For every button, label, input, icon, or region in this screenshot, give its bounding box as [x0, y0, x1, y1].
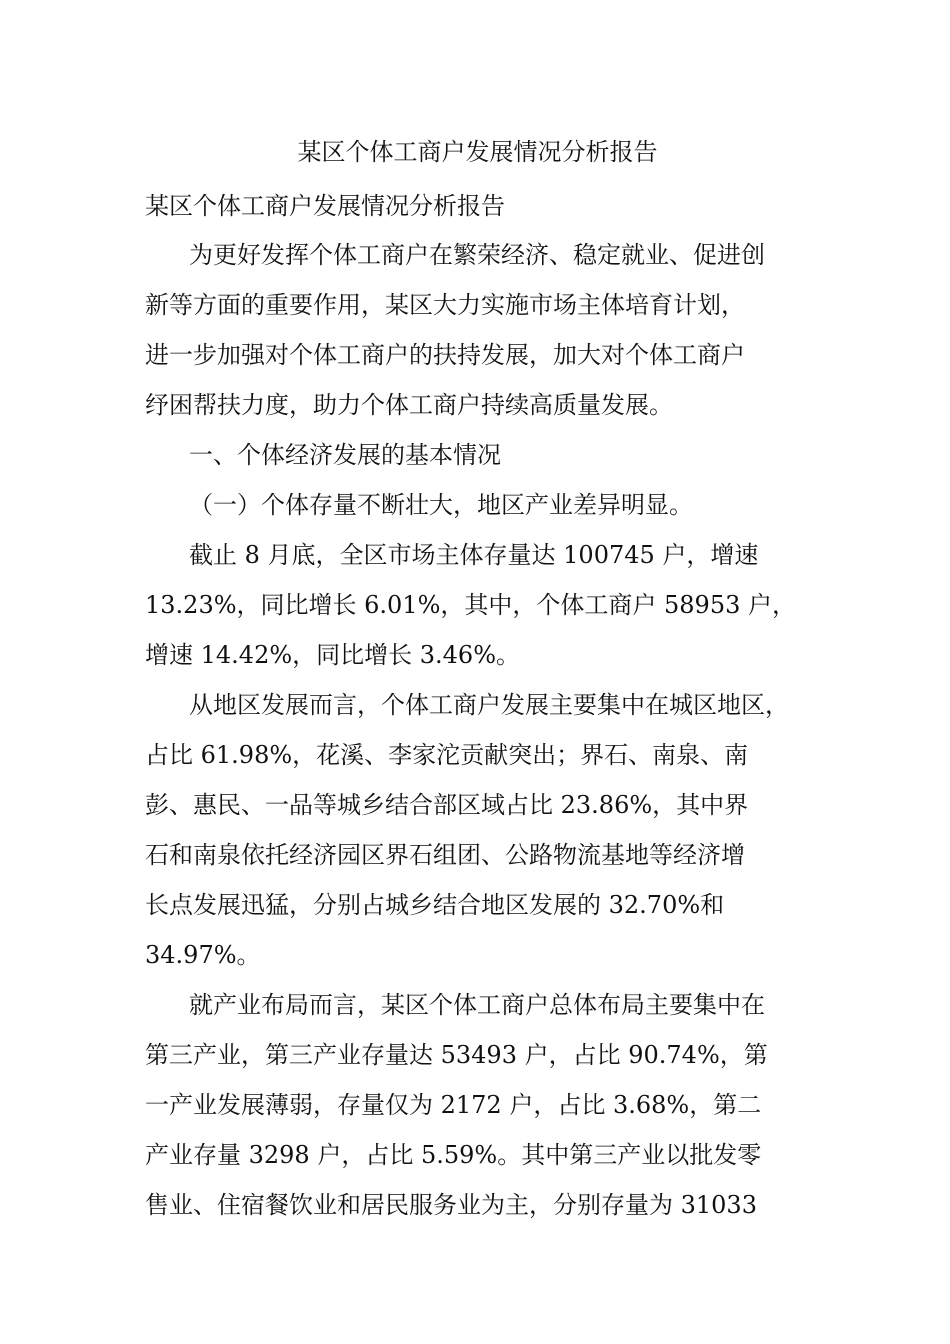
paragraph-line: 一产业发展薄弱，存量仅为 2172 户，占比 3.68%，第二 [145, 1091, 762, 1119]
document-body [145, 130, 810, 1230]
paragraph-line: 新等方面的重要作用，某区大力实施市场主体培育计划， [145, 291, 745, 319]
section-heading: 一、个体经济发展的基本情况 [189, 441, 501, 469]
paragraph-line: 彭、惠民、一品等城乡结合部区域占比 23.86%，其中界 [145, 791, 749, 819]
paragraph-stock [145, 530, 810, 680]
paragraph-line: 就产业布局而言，某区个体工商户总体布局主要集中在 [189, 991, 765, 1019]
paragraph-region [145, 680, 810, 980]
paragraph-line: 售业、住宿餐饮业和居民服务业为主，分别存量为 31033 [145, 1191, 757, 1219]
paragraph-line: 34.97%。 [145, 941, 261, 969]
paragraph-line: 增速 14.42%，同比增长 3.46%。 [145, 641, 521, 669]
section-subheading: （一）个体存量不断壮大，地区产业差异明显。 [189, 491, 693, 519]
document-title: 某区个体工商户发展情况分析报告 [297, 138, 658, 166]
paragraph-line: 纾困帮扶力度，助力个体工商户持续高质量发展。 [145, 391, 673, 419]
paragraph-intro [145, 230, 810, 430]
paragraph-line: 截止 8 月底，全区市场主体存量达 100745 户，增速 [189, 541, 759, 569]
paragraph-line: 13.23%，同比增长 6.01%，其中，个体工商户 58953 户， [145, 591, 796, 619]
paragraph-line: 第三产业，第三产业存量达 53493 户，占比 90.74%，第 [145, 1041, 768, 1069]
paragraph-line: 进一步加强对个体工商户的扶持发展，加大对个体工商户 [145, 341, 745, 369]
paragraph-line: 从地区发展而言，个体工商户发展主要集中在城区地区， [189, 691, 789, 719]
paragraph-line: 占比 61.98%，花溪、李家沱贡献突出；界石、南泉、南 [145, 741, 749, 769]
paragraph-line: 产业存量 3298 户，占比 5.59%。其中第三产业以批发零 [145, 1141, 762, 1169]
paragraph-line: 石和南泉依托经济园区界石组团、公路物流基地等经济增 [145, 841, 745, 869]
document-subtitle: 某区个体工商户发展情况分析报告 [145, 192, 505, 220]
paragraph-industry [145, 980, 810, 1230]
paragraph-line: 长点发展迅猛，分别占城乡结合地区发展的 32.70%和 [145, 891, 725, 919]
paragraph-line: 为更好发挥个体工商户在繁荣经济、稳定就业、促进创 [189, 241, 765, 269]
